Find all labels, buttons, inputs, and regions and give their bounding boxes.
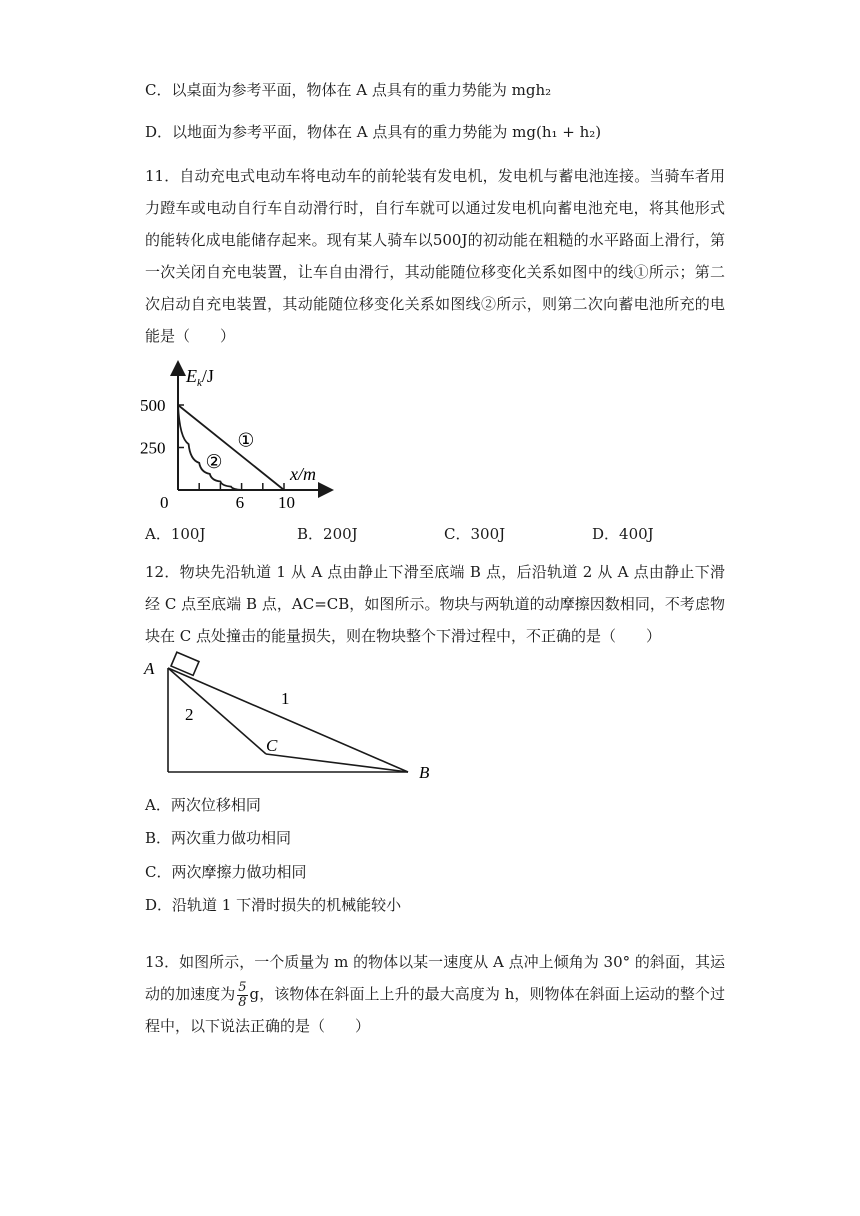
x-tick-label: 6 (235, 493, 245, 510)
q10-option-d: D．以地面为参考平面，物体在 A 点具有的重力势能为 mg(h₁ + h₂) (145, 123, 602, 141)
x-tick-label: 10 (278, 493, 295, 510)
track-1-label: 1 (281, 689, 290, 708)
x-axis-label: x/m (290, 464, 316, 484)
y-tick-label: 500 (140, 396, 166, 415)
track-2-upper (168, 668, 266, 754)
series-line-1 (178, 405, 284, 490)
q13-stem-part2: g，该物体在斜面上上升的最大高度为 h，则物体在斜面上运动的整个过程中，以下说法正确的是（ ） (145, 985, 725, 1035)
y-tick-label: 250 (140, 438, 166, 458)
track-2-label: 2 (185, 705, 194, 724)
q12-option-c: C．两次摩擦力做功相同 (145, 863, 307, 881)
q10-option-c: C．以桌面为参考平面，物体在 A 点具有的重力势能为 mgh₂ (145, 81, 552, 99)
y-axis-label: $E_k/J$ (186, 366, 214, 389)
q12-track-figure (140, 648, 440, 783)
q11-option-a: A．100J (145, 525, 206, 543)
point-c-label: C (266, 736, 278, 755)
q11-option-c: C．300J (444, 525, 506, 543)
acceleration-fraction (237, 981, 247, 1010)
q12-stem: 12．物块先沿轨道 1 从 A 点由静止下滑至底端 B 点，后沿轨道 2 从 A 点由静止下滑经 C 点至底端 B 点，AC=CB，如图所示。物块与两轨道的动摩擦因数相同，不考虑物块在 C 点处撞击的能量损失，则在物块整个下滑过程中，不正确的是（ ） (145, 563, 725, 645)
fraction-numerator: 5 (238, 979, 247, 995)
q11-ek-x-chart (140, 360, 340, 510)
q12-option-b: B．两次重力做功相同 (145, 829, 292, 847)
point-a-label: A (144, 659, 155, 678)
q12-option-a: A．两次位移相同 (145, 796, 261, 814)
fraction-denominator: 8 (238, 994, 247, 1010)
x-tick-label: 0 (160, 493, 169, 510)
q11-stem: 11．自动充电式电动车将电动车的前轮装有发电机，发电机与蓄电池连接。当骑车者用力蹬车或电动自行车自动滑行时，自行车就可以通过发电机向蓄电池充电，将其他形式的能转化成电能储存起来。现有某人骑车以500J的初动能在粗糙的水平路面上滑行，第一次关闭自充电装置，让车自由滑行，其动能随位移变化关系如图中的线①所示；第二次启动自充电装置，其动能随位移变化关系如图线②所示，则第二次向蓄电池所充的电能是（ ） (145, 167, 725, 345)
q13-stem (145, 946, 725, 1042)
q12-option-d: D．沿轨道 1 下滑时损失的机械能较小 (145, 896, 402, 914)
point-b-label: B (419, 763, 430, 782)
q13-stem-part1: 13．如图所示，一个质量为 m 的物体以某一速度从 A 点冲上倾角为 30° 的斜面，其运动的加速度为 (145, 953, 725, 1003)
q11-option-d: D．400J (592, 525, 654, 543)
series-label-1: ① (237, 430, 255, 452)
q11-option-b: B．200J (297, 525, 358, 543)
series-label-2: ② (205, 451, 223, 473)
